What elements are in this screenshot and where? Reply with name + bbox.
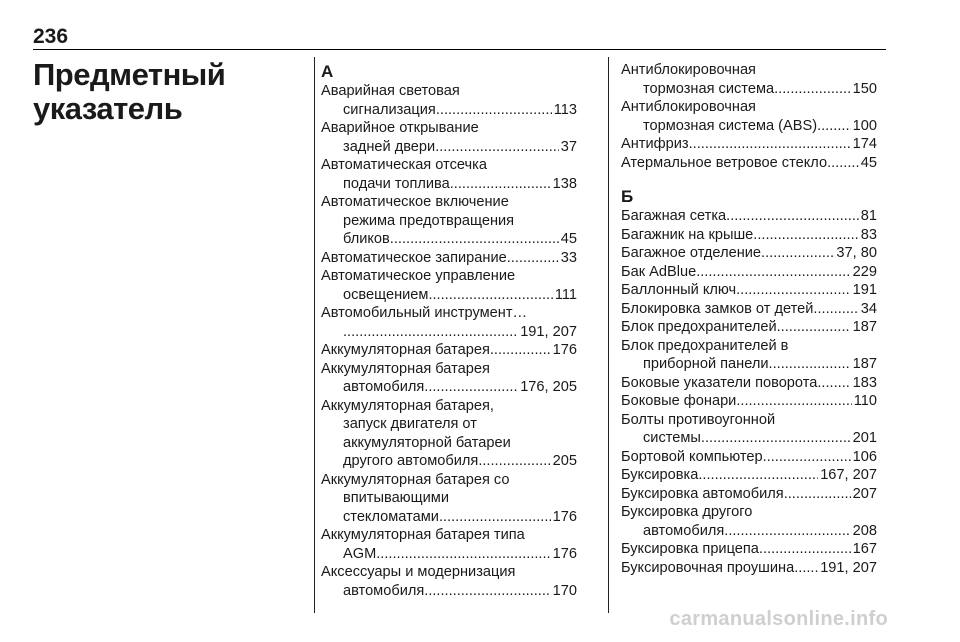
index-entry-text: стекломатами [343, 508, 439, 525]
dot-leader [428, 286, 552, 305]
index-entry[interactable] [621, 244, 877, 263]
index-page-ref[interactable]: 229 [852, 263, 877, 280]
index-entry-text: Автомобильный инструмент… [321, 305, 528, 321]
index-entry-text: Аксессуары и модернизация [321, 564, 516, 580]
index-entry-text: Аккумуляторная батарея [321, 342, 490, 358]
index-page-ref[interactable]: 110 [853, 393, 877, 409]
index-entry[interactable] [621, 559, 877, 578]
dot-leader [376, 545, 550, 564]
index-page-ref[interactable]: 33 [560, 249, 577, 266]
index-entry[interactable] [621, 154, 877, 173]
index-page-ref[interactable]: 113 [553, 101, 577, 118]
index-entry-text: задней двери [343, 138, 436, 155]
index-page-ref[interactable]: 176, 205 [520, 379, 577, 395]
index-entry-text: Аккумуляторная батарея типа [321, 527, 525, 543]
index-entry[interactable] [321, 193, 577, 249]
index-entry-text: Буксировка другого [621, 504, 753, 520]
index-entry[interactable] [321, 360, 577, 397]
index-entry-text: Буксировка [621, 467, 699, 483]
dot-leader [435, 138, 559, 157]
page-title: Предметный указатель [33, 57, 226, 126]
dot-leader [436, 101, 552, 120]
index-entry[interactable] [621, 318, 877, 337]
index-entry-text: Баллонный ключ [621, 282, 737, 298]
page-number: 236 [33, 25, 69, 48]
index-page-ref[interactable]: 150 [852, 80, 877, 97]
index-entry-text: сигнализация [343, 101, 436, 118]
column-divider-left [314, 57, 315, 613]
index-entry-text: Автоматическое включение [321, 194, 509, 210]
index-entry-text: аккумуляторной батареи [343, 434, 511, 451]
index-page-ref[interactable]: 37 [560, 138, 577, 155]
index-entry[interactable] [621, 503, 877, 540]
dot-leader [736, 392, 851, 411]
dot-leader [689, 135, 851, 154]
dot-leader [724, 522, 850, 541]
index-entry-text: Аварийная световая [321, 83, 460, 99]
index-page-ref[interactable]: 167, 207 [820, 467, 877, 483]
index-column-1 [321, 61, 577, 600]
index-entry[interactable] [621, 135, 877, 154]
index-entry-text: Буксировочная проушина [621, 559, 795, 576]
index-page-ref[interactable]: 174 [852, 136, 877, 152]
index-entry-text: подачи топлива [343, 175, 450, 192]
index-entry[interactable] [621, 374, 877, 393]
index-entry[interactable] [321, 471, 577, 527]
index-page-ref[interactable]: 207 [852, 485, 877, 502]
index-page-ref[interactable]: 187 [852, 356, 877, 372]
dot-leader [784, 485, 851, 504]
index-entry-text: режима предотвращения [343, 212, 515, 229]
dot-leader [698, 466, 818, 485]
dot-leader [424, 378, 518, 397]
index-page-ref[interactable]: 201 [852, 430, 877, 446]
index-entry-text: Боковые указатели поворота [621, 374, 818, 391]
index-entry[interactable] [621, 207, 877, 226]
dot-leader [490, 341, 551, 360]
index-page-ref[interactable]: 111 [554, 286, 577, 303]
index-page-ref[interactable]: 176 [552, 545, 577, 562]
column-divider-right [608, 57, 609, 613]
dot-leader [753, 226, 858, 245]
index-entry[interactable] [621, 448, 877, 467]
dot-leader [777, 318, 851, 337]
index-page-ref[interactable]: 138 [552, 175, 577, 192]
header-rule [33, 49, 886, 50]
index-entry[interactable] [621, 263, 877, 282]
dot-leader [390, 230, 559, 249]
index-entry[interactable] [621, 411, 877, 448]
index-entry-text: Буксировка автомобиля [621, 485, 784, 502]
dot-leader [769, 355, 851, 374]
index-page-ref[interactable]: 167 [852, 541, 877, 557]
index-entry-text: тормозная система (ABS) [643, 117, 818, 134]
index-entry[interactable] [321, 397, 577, 471]
index-entry[interactable] [321, 156, 577, 193]
index-letter-heading: А [321, 62, 334, 81]
index-entry-text: Аккумуляторная батарея, [321, 397, 494, 414]
index-page-ref[interactable]: 45 [560, 231, 577, 247]
dot-leader [763, 448, 851, 467]
index-entry-text: Аварийное открывание [321, 120, 479, 136]
index-entry-text: системы [643, 430, 701, 446]
index-entry-text: Багажное отделение [621, 245, 762, 261]
index-entry-text: освещением [343, 286, 429, 303]
index-entry[interactable] [621, 540, 877, 559]
index-page-ref[interactable]: 191 [852, 282, 877, 298]
dot-leader [726, 207, 859, 226]
index-page-ref[interactable]: 83 [860, 226, 877, 243]
index-entry-text: запуск двигателя от [343, 416, 477, 432]
dot-leader [701, 429, 851, 448]
index-entry[interactable] [321, 249, 577, 268]
index-entry[interactable] [321, 119, 577, 156]
index-entry-text: Автоматическая отсечка [321, 157, 487, 173]
index-entry[interactable] [321, 563, 577, 600]
index-entry-text: Антиблокировочная [621, 62, 756, 78]
dot-leader [794, 559, 818, 578]
dot-leader [450, 175, 551, 194]
dot-leader [343, 323, 518, 342]
index-entry-text: тормозная система [643, 80, 775, 97]
index-entry-text: Блокировка замков от детей [621, 300, 814, 317]
index-entry-text: приборной панели [643, 356, 769, 372]
index-entry-text: Аккумуляторная батарея [321, 360, 490, 377]
index-entry[interactable] [321, 267, 577, 304]
index-entry[interactable] [321, 82, 577, 119]
index-entry[interactable] [621, 392, 877, 411]
dot-leader [817, 374, 850, 393]
index-column-2 [621, 61, 877, 577]
index-entry-text: автомобиля [343, 379, 425, 395]
index-page-ref[interactable]: 170 [552, 582, 577, 599]
index-page-ref[interactable]: 81 [860, 208, 877, 224]
index-page-ref[interactable]: 191, 207 [520, 323, 577, 340]
index-entry[interactable] [321, 526, 577, 563]
index-page-ref[interactable]: 205 [552, 453, 577, 469]
index-entry[interactable] [321, 341, 577, 360]
section-gap [621, 172, 877, 186]
index-entry-text: Аккумуляторная батарея со [321, 471, 510, 488]
dot-leader [774, 80, 851, 99]
index-entry-text: Боковые фонари [621, 393, 737, 409]
index-entry[interactable] [621, 485, 877, 504]
index-page-ref[interactable]: 34 [860, 300, 877, 317]
dot-leader [439, 508, 551, 527]
index-entry[interactable] [621, 466, 877, 485]
watermark: carmanualsonline.info [669, 608, 888, 630]
index-entry-text: Буксировка прицепа [621, 541, 759, 557]
dot-leader [827, 154, 859, 173]
index-entry[interactable] [621, 281, 877, 300]
index-entry-text: AGM [343, 545, 377, 562]
index-entry[interactable] [621, 337, 877, 374]
index-entry[interactable] [621, 226, 877, 245]
dot-leader [817, 117, 851, 136]
index-page-ref[interactable]: 191, 207 [820, 559, 877, 576]
index-entry-text: бликов [343, 231, 390, 247]
index-entry[interactable] [621, 98, 877, 135]
index-entry-text: Бак AdBlue [621, 263, 697, 280]
index-entry-text: Автоматическое управление [321, 268, 516, 284]
index-entry[interactable] [621, 300, 877, 319]
dot-leader [696, 263, 850, 282]
dot-leader [759, 540, 851, 559]
index-page-ref[interactable]: 208 [852, 522, 877, 539]
index-entry-text: Багажная сетка [621, 208, 727, 224]
index-page-ref[interactable]: 183 [852, 374, 877, 391]
index-entry[interactable] [321, 304, 577, 341]
index-page-ref[interactable]: 176 [552, 508, 577, 525]
index-entry[interactable] [621, 61, 877, 98]
index-page-ref[interactable]: 45 [860, 154, 877, 171]
index-entry-text: Автоматическое запирание [321, 249, 507, 266]
index-page-ref[interactable]: 100 [852, 117, 877, 134]
index-entry-text: автомобиля [643, 522, 725, 539]
index-entry-text: Антиблокировочная [621, 99, 756, 115]
index-entry-text: Антифриз [621, 136, 689, 152]
index-entry-text: Атермальное ветровое стекло [621, 154, 828, 171]
index-entry-text: автомобиля [343, 582, 425, 599]
dot-leader [507, 249, 559, 268]
index-entry-text: Блок предохранителей в [621, 337, 789, 354]
index-page-ref[interactable]: 187 [852, 319, 877, 335]
dot-leader [813, 300, 858, 319]
index-letter-heading: Б [621, 187, 634, 206]
index-entry-text: Болты противоугонной [621, 411, 776, 428]
dot-leader [424, 582, 550, 601]
index-entry-text: впитывающими [343, 490, 449, 506]
index-page-ref[interactable]: 37, 80 [836, 245, 877, 261]
dot-leader [736, 281, 851, 300]
index-page-ref[interactable]: 176 [552, 342, 577, 358]
index-entry-text: Бортовой компьютер [621, 448, 763, 465]
index-entry-text: другого автомобиля [343, 453, 479, 469]
index-page-ref[interactable]: 106 [852, 448, 877, 465]
index-entry-text: Блок предохранителей [621, 319, 777, 335]
dot-leader [761, 244, 834, 263]
dot-leader [478, 452, 550, 471]
index-entry-text: Багажник на крыше [621, 226, 754, 243]
